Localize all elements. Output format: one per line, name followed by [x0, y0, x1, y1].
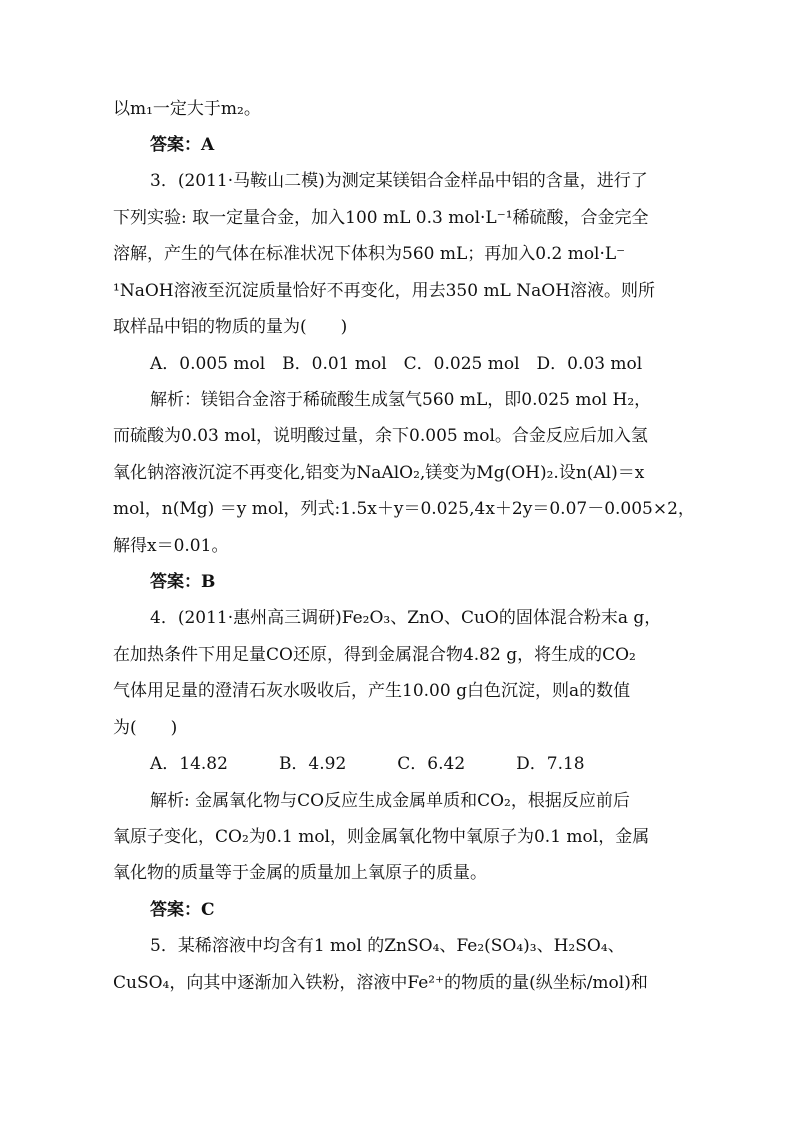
question-4-options: A．14.82 B．4.92 C．6.42 D．7.18	[150, 754, 585, 774]
analysis-4-line-1: 解析: 金属氧化物与CO反应生成金属单质和CO₂，根据反应前后	[150, 791, 630, 811]
analysis-4-line-3: 氧化物的质量等于金属的质量加上氧原子的质量。	[113, 863, 487, 883]
question-4-line-4: 为( )	[113, 718, 178, 738]
analysis-3-line-5: 解得x＝0.01。	[113, 536, 229, 556]
answer-label-2: 答案：A	[150, 135, 215, 155]
analysis-4-line-2: 氧原子变化，CO₂为0.1 mol，则金属氧化物中氧原子为0.1 mol，金属	[113, 827, 650, 847]
question-3-line-1: 3．(2011·马鞍山二模)为测定某镁铝合金样品中铝的含量，进行了	[150, 171, 648, 191]
question-5-line-2: CuSO₄，向其中逐渐加入铁粉，溶液中Fe²⁺的物质的量(纵坐标/mol)和	[113, 973, 648, 993]
analysis-3-line-1: 解析：镁铝合金溶于稀硫酸生成氢气560 mL，即0.025 mol H₂，	[150, 390, 652, 410]
question-4-line-3: 气体用足量的澄清石灰水吸收后，产生10.00 g白色沉淀，则a的数值	[113, 681, 631, 701]
analysis-3-line-3: 氧化钠溶液沉淀不再变化,铝变为NaAlO₂,镁变为Mg(OH)₂.设n(Al)＝x	[113, 463, 645, 483]
answer-label-4: 答案：C	[150, 900, 215, 920]
text-line-1: 以m₁一定大于m₂。	[113, 99, 261, 119]
question-3-line-3: 溶解，产生的气体在标准状况下体积为560 mL；再加入0.2 mol·L⁻	[113, 244, 626, 264]
question-4-line-2: 在加热条件下用足量CO还原，得到金属混合物4.82 g，将生成的CO₂	[113, 645, 636, 665]
answer-label-3: 答案：B	[150, 572, 216, 592]
analysis-3-line-2: 而硫酸为0.03 mol，说明酸过量，余下0.005 mol。合金反应后加入氢	[113, 426, 648, 446]
analysis-3-line-4: mol，n(Mg) ＝y mol，列式:1.5x＋y＝0.025,4x＋2y＝0.07－0.005×2，	[113, 499, 695, 519]
question-3-options: A．0.005 mol B．0.01 mol C．0.025 mol D．0.03 mol	[150, 354, 643, 374]
question-5-line-1: 5．某稀溶液中均含有1 mol 的ZnSO₄、Fe₂(SO₄)₃、H₂SO₄、	[150, 936, 625, 956]
question-3-line-4: ¹NaOH溶液至沉淀质量恰好不再变化，用去350 mL NaOH溶液。则所	[113, 281, 656, 301]
question-3-line-2: 下列实验: 取一定量合金，加入100 mL 0.3 mol·L⁻¹稀硫酸，合金完全	[113, 208, 649, 228]
question-4-line-1: 4．(2011·惠州高三调研)Fe₂O₃、ZnO、CuO的固体混合粉末a g，	[150, 608, 662, 628]
question-3-line-5: 取样品中铝的物质的量为( )	[113, 317, 348, 337]
